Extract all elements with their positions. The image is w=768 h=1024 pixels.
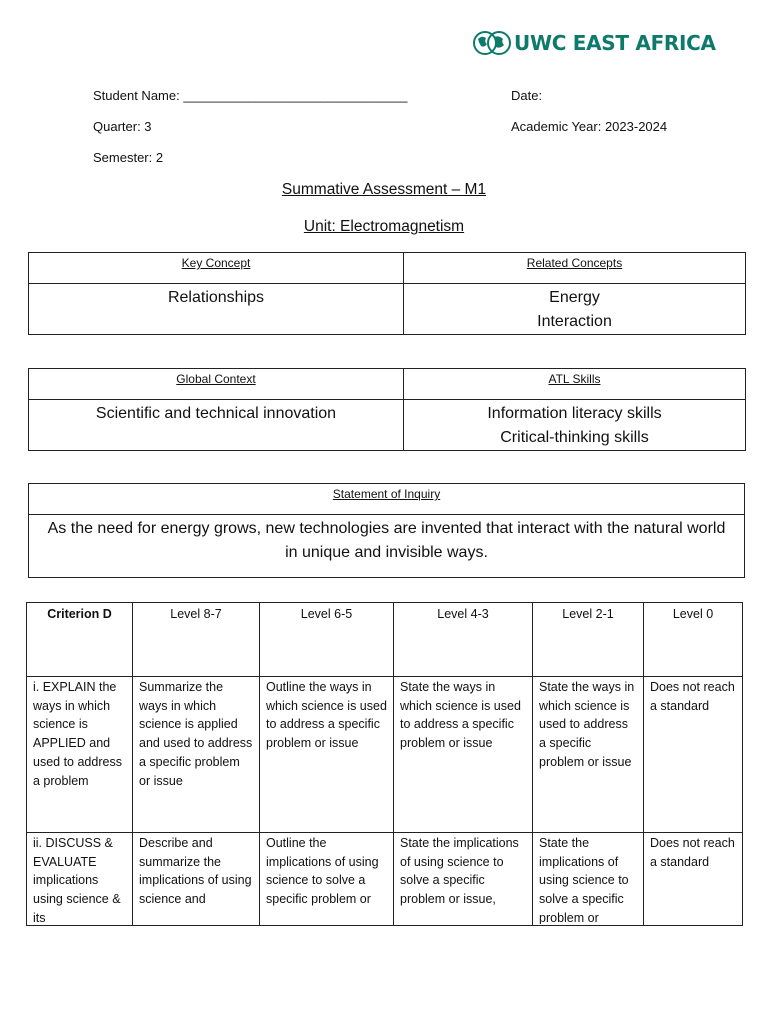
global-context-value: Scientific and technical innovation — [29, 400, 404, 451]
descriptor-cell: Does not reach a standard — [644, 677, 743, 833]
academic-year-label: Academic Year: 2023-2024 — [511, 119, 668, 134]
level-header: Level 6-5 — [260, 603, 394, 677]
descriptor-text: State the implications of using science to solve a specific problem or — [539, 836, 629, 924]
related-concepts-value — [404, 284, 746, 335]
table-row — [27, 677, 743, 833]
global-context-header: Global Context — [29, 369, 404, 400]
level-header: Level 2-1 — [533, 603, 644, 677]
inquiry-table — [28, 483, 745, 578]
quarter-label: Quarter: 3 — [93, 119, 152, 134]
descriptor-cell — [644, 833, 743, 926]
descriptor-cell — [260, 833, 394, 926]
level-header: Level 4-3 — [394, 603, 533, 677]
assessment-title: Summative Assessment – M1 — [281, 181, 487, 198]
level-header: Level 8-7 — [133, 603, 260, 677]
unit-title: Unit: Electromagnetism — [303, 218, 465, 235]
atl-skills-value — [404, 400, 746, 451]
table-row — [27, 833, 743, 926]
strand-cell — [27, 833, 133, 926]
atl-skill-1: Information literacy skills — [487, 405, 662, 422]
globe-icon — [472, 30, 512, 56]
related-concepts-header: Related Concepts — [404, 253, 746, 284]
descriptor-text: State the implications of using science to solve a specific problem or issue, — [400, 836, 519, 907]
context-table — [28, 368, 746, 451]
descriptor-text: Outline the implications of using science to solve a specific problem or — [266, 836, 379, 907]
atl-skill-2: Critical-thinking skills — [500, 429, 649, 446]
strand-text: ii. DISCUSS & EVALUATE implications using science & its — [33, 836, 121, 924]
atl-skills-header: ATL Skills — [404, 369, 746, 400]
descriptor-cell — [533, 833, 644, 926]
descriptor-cell: State the ways in which science is used to address a specific problem or issue — [394, 677, 533, 833]
semester-label: Semester: 2 — [93, 150, 164, 165]
descriptor-cell: State the ways in which science is used to address a specific problem or issue — [533, 677, 644, 833]
key-concept-value: Relationships — [29, 284, 404, 335]
inquiry-statement: As the need for energy grows, new technologies are invented that interact with the natural world in unique and invisible ways. — [29, 515, 745, 578]
descriptor-cell — [133, 833, 260, 926]
school-logo — [472, 30, 716, 56]
date-field: Date: — [511, 88, 543, 103]
criterion-label: Criterion D — [27, 603, 133, 677]
descriptor-text: Does not reach a standard — [650, 836, 735, 869]
descriptor-cell: Summarize the ways in which science is applied and used to address a specific problem or issue — [133, 677, 260, 833]
key-concept-header: Key Concept — [29, 253, 404, 284]
related-concept-1: Energy — [549, 289, 600, 306]
logo-text: UWC EAST AFRICA — [514, 31, 716, 55]
descriptor-cell: Outline the ways in which science is used to address a specific problem or issue — [260, 677, 394, 833]
rubric-table — [26, 602, 743, 926]
level-header: Level 0 — [644, 603, 743, 677]
descriptor-text: Describe and summarize the implications of using science and — [139, 836, 252, 907]
inquiry-header: Statement of Inquiry — [29, 484, 745, 515]
student-name-field: Student Name: _______________________________ — [93, 88, 408, 103]
descriptor-cell — [394, 833, 533, 926]
strand-cell: i. EXPLAIN the ways in which science is APPLIED and used to address a problem — [27, 677, 133, 833]
concepts-table — [28, 252, 746, 335]
related-concept-2: Interaction — [537, 313, 612, 330]
